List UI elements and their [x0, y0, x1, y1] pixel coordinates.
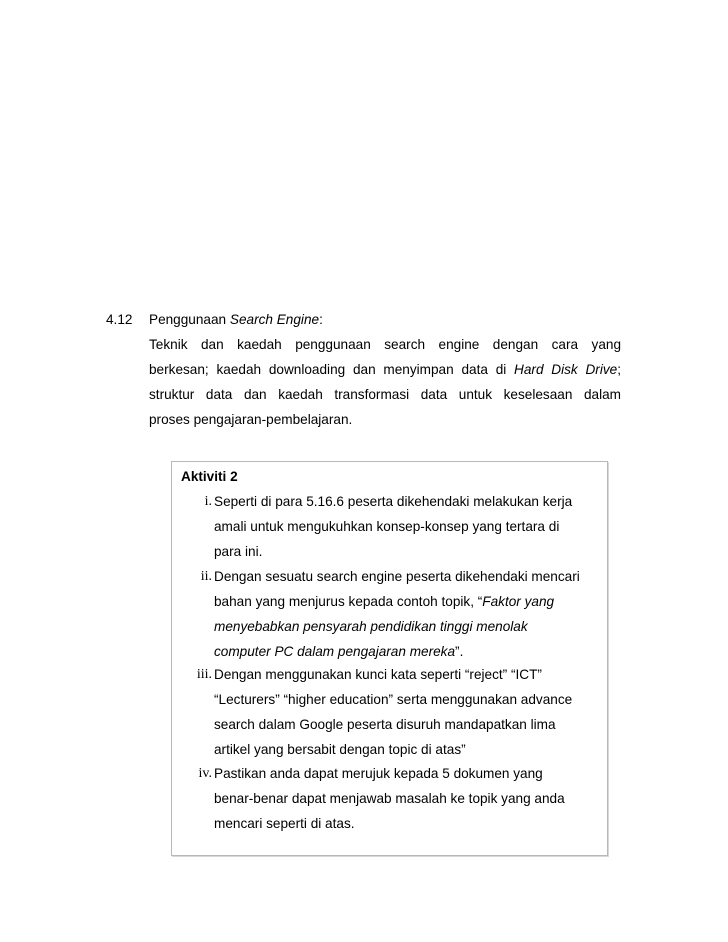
list-item-number: iv. [198, 766, 212, 781]
paragraph-line-3: struktur data dan kaedah transformasi data untuk keselesaan dalam [149, 387, 621, 402]
list-item-emphasis: computer PC dalam pengajaran mereka [214, 644, 456, 659]
section-title [149, 308, 323, 332]
list-item-text: ”. [455, 644, 464, 659]
list-item-line [214, 639, 463, 664]
list-item-line: benar-benar dapat menjawab masalah ke topik yang anda [214, 791, 565, 806]
paragraph-line-2-text: berkesan; kaedah downloading dan menyimpan data di [149, 362, 515, 377]
paragraph-line-2 [149, 357, 621, 382]
section-number: 4.12 [106, 312, 133, 327]
list-item-line [214, 614, 528, 639]
activity-title: Aktiviti 2 [181, 469, 238, 484]
section-4-12 [106, 308, 621, 432]
section-heading [106, 308, 621, 332]
paragraph-line-1: Teknik dan kaedah penggunaan search engine dengan cara yang [149, 337, 621, 352]
section-title-prefix: Penggunaan [149, 312, 230, 327]
section-title-emphasis: Search Engine [229, 312, 320, 327]
paragraph-line-4: proses pengajaran-pembelajaran. [149, 412, 353, 427]
list-item-emphasis: menyebabkan pensyarah pendidikan tinggi menolak [214, 619, 528, 634]
list-item-number: i. [204, 494, 212, 509]
paragraph-line-2-emphasis: Hard Disk Drive [514, 362, 618, 377]
list-item-number: ii. [200, 569, 212, 584]
list-item-line [214, 589, 554, 614]
list-item-line: Dengan menggunakan kunci kata seperti “reject” “ICT” [214, 667, 542, 682]
list-item-line: artikel yang bersabit dengan topic di atas” [214, 742, 466, 757]
list-item-line: Dengan sesuatu search engine peserta dikehendaki mencari [214, 569, 580, 584]
list-item-line: amali untuk mengukuhkan konsep-konsep yang tertara di [214, 519, 560, 534]
list-item-number: iii. [196, 667, 212, 682]
list-item-line: search dalam Google peserta disuruh mandapatkan lima [214, 717, 556, 732]
list-item-line: para ini. [214, 544, 263, 559]
activity-box [171, 461, 608, 856]
list-item-line: “Lecturers” “higher education” serta menggunakan advance [214, 692, 573, 707]
section-paragraph [149, 332, 621, 432]
list-item-emphasis: Faktor yang [482, 594, 555, 609]
list-item-line: Seperti di para 5.16.6 peserta dikehendaki melakukan kerja [214, 494, 573, 509]
list-item-line: Pastikan anda dapat merujuk kepada 5 dokumen yang [214, 766, 543, 781]
list-item-text: bahan yang menjurus kepada contoh topik, “ [214, 594, 483, 609]
section-title-suffix: : [319, 312, 323, 327]
paragraph-line-2-end: ; [617, 362, 621, 377]
list-item-line: mencari seperti di atas. [214, 816, 355, 831]
